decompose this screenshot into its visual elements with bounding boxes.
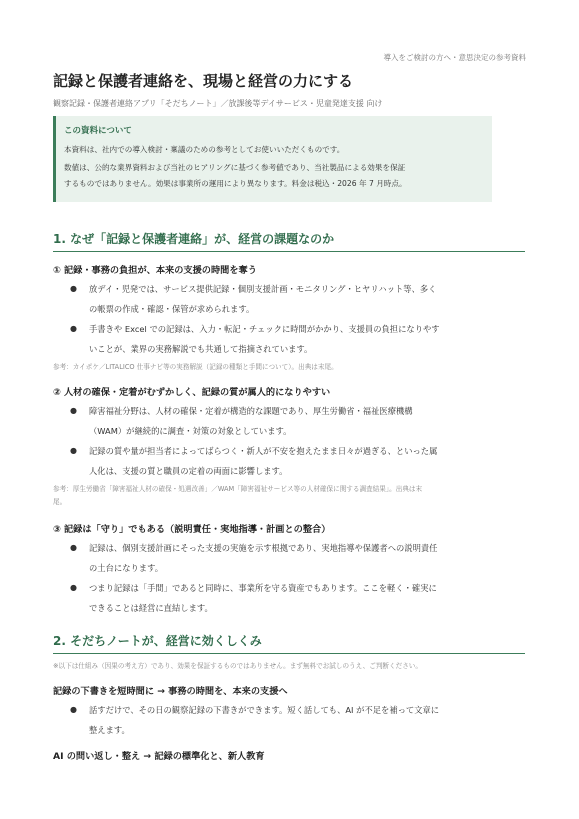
list-item-text: 整えます。 bbox=[89, 725, 130, 735]
list-item bbox=[70, 441, 522, 481]
subsection-1-title: ① 記録・事務の負担が、本来の支援の時間を奪う bbox=[53, 265, 257, 276]
list-item-text: 話すだけで、その日の観察記録の下書きができます。短く話しても、AI が不足を補って文章に bbox=[89, 705, 440, 715]
list-item-text: 人化は、支援の質と職員の定着の両面に影響します。 bbox=[89, 466, 288, 476]
list-item bbox=[70, 538, 522, 578]
bullet-icon: ● bbox=[70, 284, 77, 293]
list-item-text: いことが、業界の実務解説でも共通して指摘されています。 bbox=[89, 344, 313, 354]
notice-paragraph bbox=[64, 160, 482, 192]
top-note: 導入をご検討の方へ・意思決定の参考資料 bbox=[383, 53, 526, 62]
page-title: 記録と保護者連絡を、現場と経営の力にする bbox=[53, 72, 354, 90]
point-1-title: 記録の下書きを短時間に → 事務の時間を、本来の支援へ bbox=[53, 686, 288, 697]
list-item-text: の土台になります。 bbox=[89, 563, 164, 573]
list-item-text: つまり記録は「手間」であると同時に、事業所を守る資産でもあります。ここを軽く・確実に bbox=[89, 583, 437, 593]
list-item-text: できることは経営に直結します。 bbox=[89, 603, 213, 613]
list-item bbox=[70, 319, 522, 359]
reference-line: 尾。 bbox=[53, 498, 67, 506]
bullet-icon: ● bbox=[70, 324, 77, 333]
list-item-text: （WAM）が継続的に調査・対策の対象としています。 bbox=[89, 426, 292, 436]
list-item bbox=[70, 700, 522, 740]
disclaimer-note: ※以下は仕組み（因果の考え方）であり、効果を保証するものではありません。まず無料でお試しのうえ、ご判断ください。 bbox=[53, 662, 422, 670]
bullet-icon: ● bbox=[70, 583, 77, 592]
list-item-text: の帳票の作成・確認・保管が求められます。 bbox=[89, 304, 255, 314]
list-item-text: 放デイ・児発では、サービス提供記録・個別支援計画・モニタリング・ヒヤリハット等、多く bbox=[89, 284, 437, 294]
notice-line: するものではありません。効果は事業所の運用により異なります。料金は税込・2026 年 7 月時点。 bbox=[64, 179, 407, 188]
notice-line: 数値は、公的な業界資料および当社のヒアリングに基づく参考値であり、当社製品による効果を保証 bbox=[64, 163, 406, 172]
list-item-text: 記録は、個別支援計画にそった支援の実施を示す根拠であり、実地指導や保護者への説明責任 bbox=[89, 543, 438, 553]
bullet-icon: ● bbox=[70, 705, 77, 714]
bullet-icon: ● bbox=[70, 543, 77, 552]
list-item bbox=[70, 401, 522, 441]
subsection-2-title: ② 人材の確保・定着がむずかしく、記録の質が属人的になりやすい bbox=[53, 387, 331, 398]
reference-note: 参考：カイポケ／LITALICO 仕事ナビ等の実務解説（記録の種類と手間について）。出典は末尾。 bbox=[53, 363, 338, 371]
bullet-icon: ● bbox=[70, 406, 77, 415]
section-2-heading: 2. そだちノートが、経営に効くしくみ bbox=[53, 632, 525, 654]
notice-title: この資料について bbox=[64, 126, 132, 136]
list-item bbox=[70, 578, 522, 618]
list-item-text: 記録の質や量が担当者によってばらつく・新人が不安を抱えたまま日々が過ぎる、といった属 bbox=[89, 446, 438, 456]
list-item-text: 障害福祉分野は、人材の確保・定着が構造的な課題であり、厚生労働省・福祉医療機構 bbox=[89, 406, 413, 416]
notice-paragraph: 本資料は、社内での導入検討・稟議のための参考としてお使いいただくものです。 bbox=[64, 145, 345, 154]
reference-note bbox=[53, 483, 525, 509]
about-notice-box bbox=[53, 116, 492, 202]
subsection-3-title: ③ 記録は「守り」でもある（説明責任・実地指導・計画との整合） bbox=[53, 524, 331, 535]
section-1-heading: 1. なぜ「記録と保護者連絡」が、経営の課題なのか bbox=[53, 230, 525, 252]
reference-line: 参考：厚生労働省「障害福祉人材の確保・処遇改善」／WAM「障害福祉サービス等の人材確保に関する調査結果」。出典は末 bbox=[53, 485, 423, 493]
point-2-title: AI の問い返し・整え → 記録の標準化と、新人教育 bbox=[53, 751, 265, 762]
list-item bbox=[70, 279, 522, 319]
bullet-icon: ● bbox=[70, 446, 77, 455]
page-subtitle: 観察記録・保護者連絡アプリ「そだちノート」／放課後等デイサービス・児童発達支援 向け bbox=[53, 99, 383, 108]
list-item-text: 手書きや Excel での記録は、入力・転記・チェックに時間がかかり、支援員の負担になりやす bbox=[89, 324, 440, 334]
